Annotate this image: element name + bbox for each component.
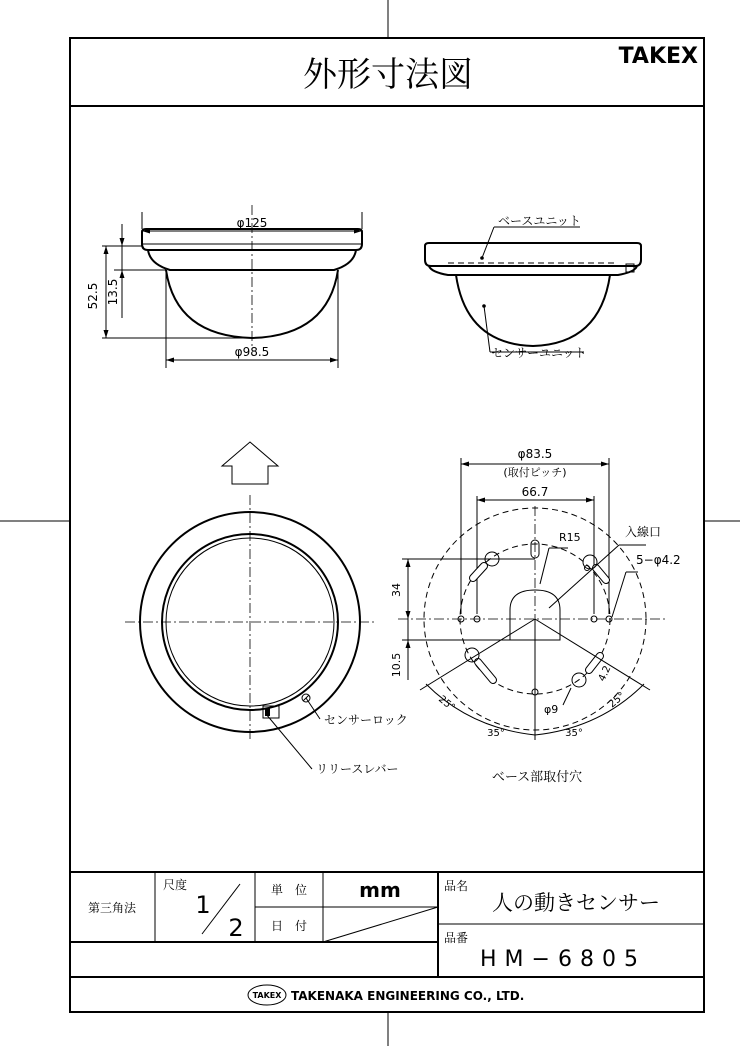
unit-label: 単 位 [270,883,308,897]
pitch-note: (取付ピッチ) [503,466,567,479]
angle-35-left: 35° [487,728,505,739]
wire-inlet-label: 入線口 [625,525,662,539]
angle-25-right: 25° [606,690,628,711]
scale-numerator: 1 [195,891,211,919]
product-number-label: 品番 [444,931,469,945]
brand-logo: TAKEX [618,44,698,69]
dim-base-height: 13.5 [106,278,120,306]
orientation-arrow-icon [222,442,278,484]
dim-10-5: 10.5 [390,652,403,678]
dim-total-height: 52.5 [86,282,100,310]
sensor-lock-label: センサーロック [324,713,408,727]
dim-bottom-diameter: φ98.5 [234,345,270,359]
unit-value: mm [359,878,401,902]
base-view-caption: ベース部取付穴 [491,770,583,785]
side-view [102,205,362,368]
dim-radius: R15 [559,531,581,544]
base-mounting-view [398,458,668,740]
dim-34: 34 [390,583,403,597]
product-name-label: 品名 [444,879,469,893]
angle-25-left: 25° [436,693,457,714]
hole-spec-label: 5−φ4.2 [636,553,681,567]
scale-denominator: 2 [228,914,244,942]
sensor-unit-label: センサーユニット [491,346,587,360]
base-unit-label: ベースユニット [498,214,581,228]
dim-top-diameter: φ125 [236,216,268,230]
scale-label: 尺度 [163,878,188,892]
company-logo-text: TAKEX [252,991,282,1000]
page-title: 外形寸法図 [303,55,473,95]
angle-35-right: 35° [565,728,583,739]
release-lever-label: リリースレバー [316,762,399,776]
date-label: 日 付 [270,919,308,933]
dim-4-2: 4.2 [596,664,614,684]
dim-width: 66.7 [521,485,549,499]
product-name: 人の動きセンサー [492,891,660,915]
company-name: TAKENAKA ENGINEERING CO., LTD. [291,989,525,1003]
product-number: HM−6805 [480,947,646,972]
projection-method: 第三角法 [87,901,137,915]
section-view [425,227,641,352]
dim-phi9: φ9 [544,703,559,716]
dim-pitch-diameter: φ83.5 [517,447,553,461]
